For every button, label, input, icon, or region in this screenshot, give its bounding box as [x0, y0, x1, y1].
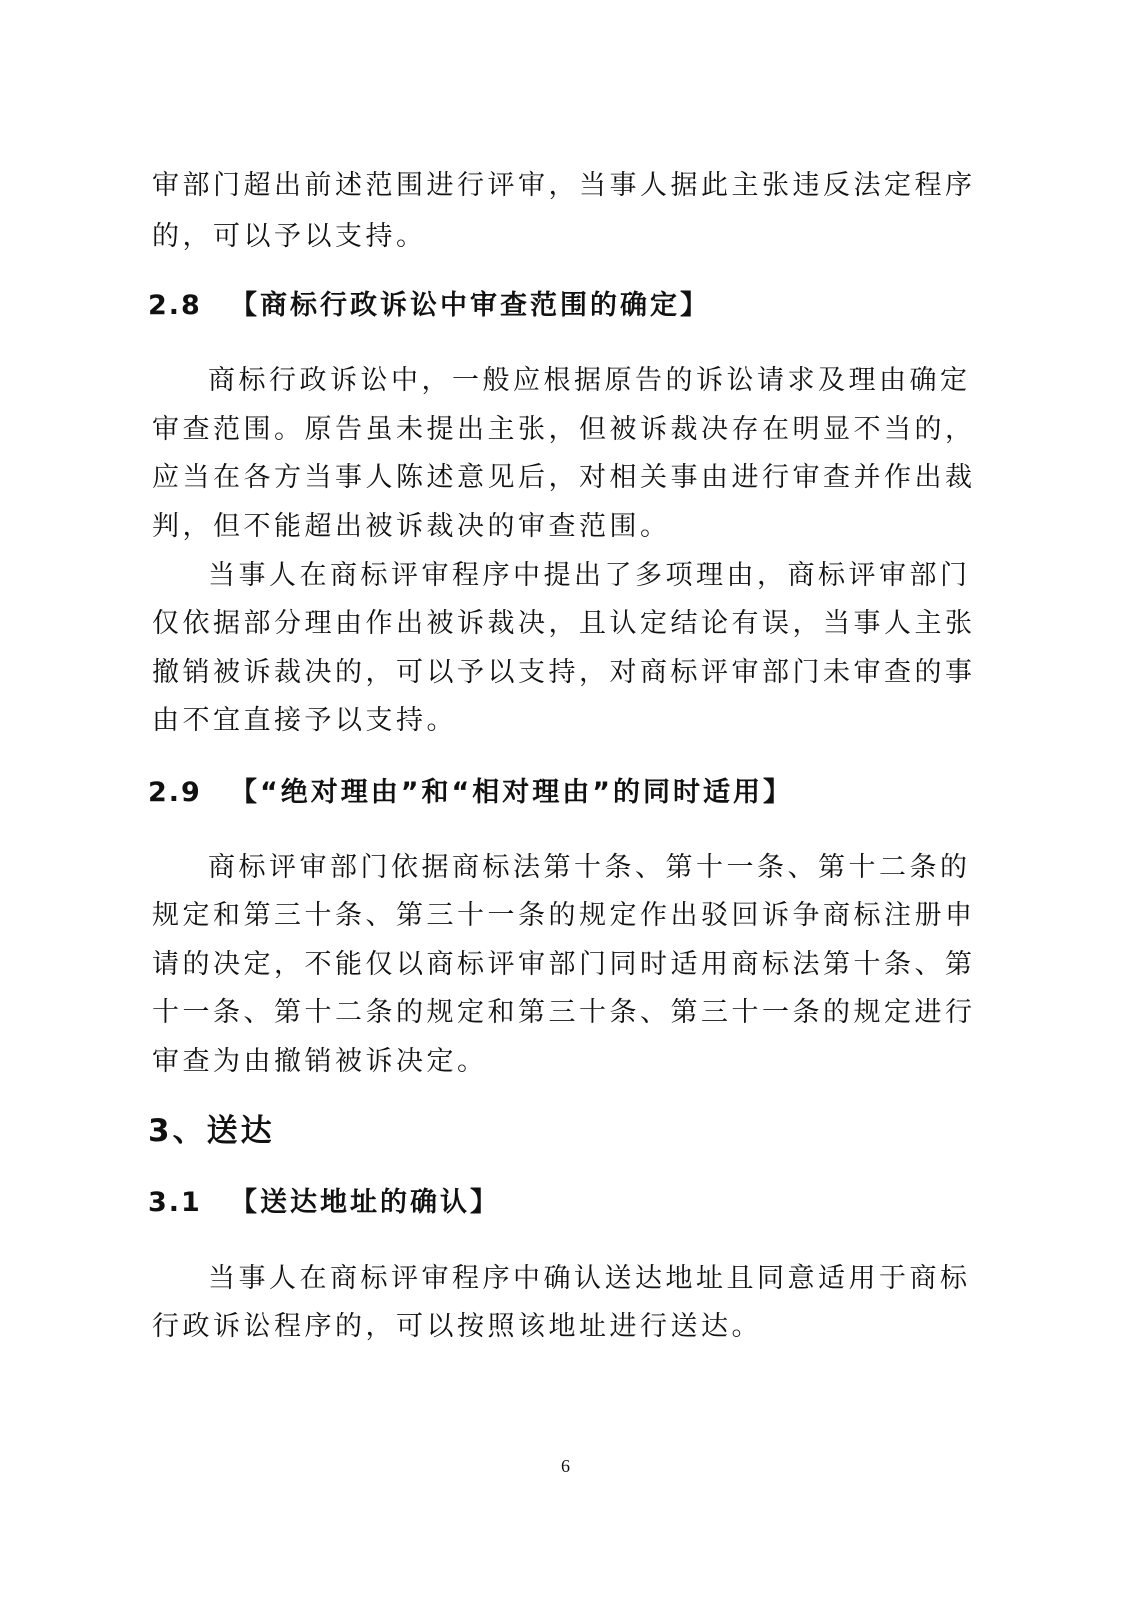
- section-title: 【“绝对理由”和“相对理由”的同时适用】: [230, 777, 793, 808]
- paragraph-line: 商标行政诉讼中，一般应根据原告的诉讼请求及理由确定: [208, 365, 971, 396]
- paragraph-line: 审查范围。原告虽未提出主张，但被诉裁决存在明显不当的，: [152, 414, 976, 445]
- paragraph-line: 审查为由撤销被诉决定。: [152, 1046, 488, 1077]
- paragraph-line: 十一条、第十二条的规定和第三十条、第三十一条的规定进行: [152, 997, 976, 1028]
- paragraph-line: 仅依据部分理由作出被诉裁决，且认定结论有误，当事人主张: [152, 608, 976, 639]
- section-title: 【商标行政诉讼中审查范围的确定】: [230, 290, 710, 321]
- paragraph-line: 审部门超出前述范围进行评审，当事人据此主张违反法定程序: [152, 170, 976, 201]
- section-heading-2-8: [148, 288, 710, 324]
- section-heading-3-1: [148, 1185, 500, 1221]
- paragraph-line: 的，可以予以支持。: [152, 221, 427, 252]
- paragraph-line: 撤销被诉裁决的，可以予以支持，对商标评审部门未审查的事: [152, 657, 976, 688]
- section-heading-3: 3、送达: [148, 1113, 275, 1149]
- section-number: 3.1: [148, 1187, 202, 1218]
- paragraph-line: 规定和第三十条、第三十一条的规定作出驳回诉争商标注册申: [152, 900, 976, 931]
- paragraph-line: 当事人在商标评审程序中提出了多项理由，商标评审部门: [208, 560, 971, 591]
- paragraph-line: 请的决定，不能仅以商标评审部门同时适用商标法第十条、第: [152, 949, 976, 980]
- paragraph-line: 应当在各方当事人陈述意见后，对相关事由进行审查并作出裁: [152, 462, 976, 493]
- paragraph-line: 当事人在商标评审程序中确认送达地址且同意适用于商标: [208, 1263, 971, 1294]
- paragraph-line: 商标评审部门依据商标法第十条、第十一条、第十二条的: [208, 852, 971, 883]
- section-number: 2.9: [148, 777, 202, 808]
- paragraph-line: 由不宜直接予以支持。: [152, 705, 457, 736]
- paragraph-line: 行政诉讼程序的，可以按照该地址进行送达。: [152, 1311, 762, 1342]
- section-number: 2.8: [148, 290, 202, 321]
- section-title: 【送达地址的确认】: [230, 1187, 500, 1218]
- section-heading-2-9: [148, 775, 793, 811]
- page-number: 6: [561, 1456, 570, 1476]
- paragraph-line: 判，但不能超出被诉裁决的审查范围。: [152, 511, 671, 542]
